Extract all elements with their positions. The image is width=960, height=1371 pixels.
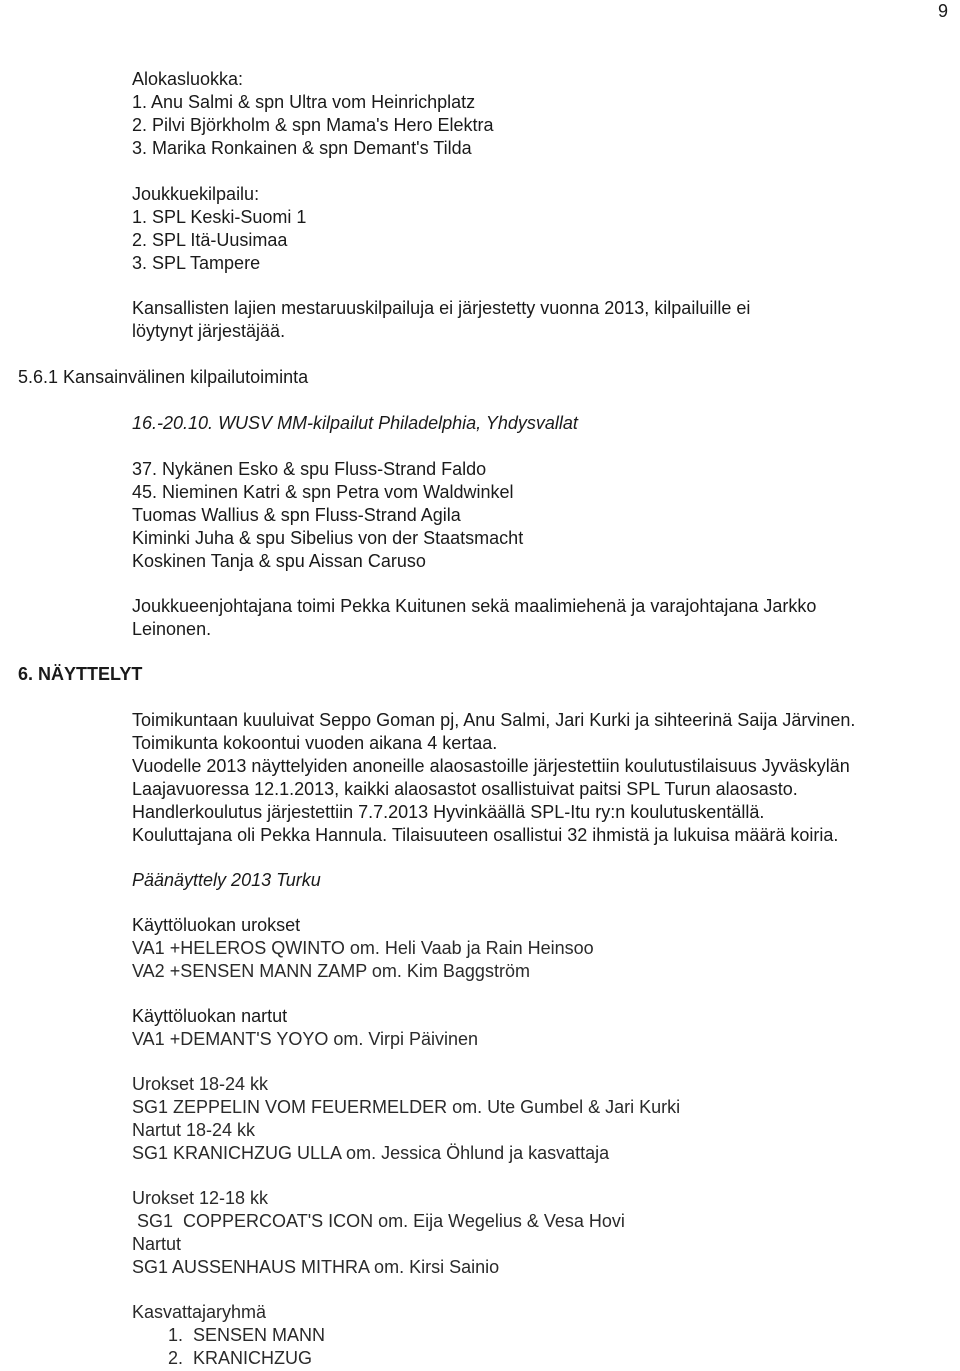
class-heading: Urokset 12-18 kk	[132, 1188, 269, 1208]
show-result: SG1 COPPERCOAT'S ICON om. Eija Wegelius & Vesa Hovi	[132, 1211, 625, 1231]
show-result: VA2 +SENSEN MANN ZAMP om. Kim Baggström	[132, 961, 530, 981]
show-result: VA1 +HELEROS QWINTO om. Heli Vaab ja Rain Heinsoo	[132, 938, 594, 958]
result-row: Tuomas Wallius & spn Fluss-Strand Agila	[132, 505, 461, 525]
paragraph-line: Vuodelle 2013 näyttelyiden anoneille alaosastoille järjestettiin koulutustilaisuus Jyväskylän	[132, 756, 850, 776]
alokasluokka-heading: Alokasluokka:	[132, 69, 244, 89]
class-heading: Käyttöluokan urokset	[132, 915, 301, 935]
team-note	[132, 595, 816, 641]
list-item: 2. SPL Itä-Uusimaa	[132, 230, 288, 250]
result-row: Kiminki Juha & spu Sibelius von der Staatsmacht	[132, 528, 524, 548]
show-result: VA1 +DEMANT'S YOYO om. Virpi Päivinen	[132, 1029, 479, 1049]
class-heading: Urokset 18-24 kk	[132, 1074, 269, 1094]
naeyttelyt-paragraph	[132, 709, 855, 847]
section-6-title: 6. NÄYTTELYT	[18, 664, 143, 684]
result-row: Koskinen Tanja & spu Aissan Caruso	[132, 551, 426, 571]
kayttoluokan-nartut	[132, 1005, 478, 1051]
class-heading: Kasvattajaryhmä	[132, 1302, 267, 1322]
juniors-12-18	[132, 1187, 625, 1279]
list-item: 1. SPL Keski-Suomi 1	[132, 207, 307, 227]
section-5-6-1-title: 5.6.1 Kansainvälinen kilpailutoiminta	[18, 367, 309, 387]
result-row: 37. Nykänen Esko & spu Fluss-Strand Faldo	[132, 459, 487, 479]
list-item: 3. Marika Ronkainen & spn Demant's Tilda	[132, 138, 472, 158]
paragraph-line: Joukkueenjohtajana toimi Pekka Kuitunen sekä maalimiehenä ja varajohtajana Jarkko	[132, 596, 817, 616]
paragraph-line: Toimikuntaan kuuluivat Seppo Goman pj, Anu Salmi, Jari Kurki ja sihteerinä Saija Järvinen.	[132, 710, 856, 730]
kansalliset-paragraph	[132, 297, 750, 343]
list-item: 1. Anu Salmi & spn Ultra vom Heinrichplatz	[132, 92, 476, 112]
list-item: 2. KRANICHZUG	[168, 1348, 313, 1368]
list-item: 1. SENSEN MANN	[168, 1325, 326, 1345]
result-row: 45. Nieminen Katri & spn Petra vom Waldwinkel	[132, 482, 514, 502]
joukkuekilpailu-heading: Joukkuekilpailu:	[132, 184, 260, 204]
paragraph-line: löytynyt järjestäjää.	[132, 321, 286, 341]
joukkuekilpailu-block	[132, 183, 306, 275]
class-heading: Nartut 18-24 kk	[132, 1120, 256, 1140]
class-heading: Nartut	[132, 1234, 182, 1254]
alokasluokka-block	[132, 68, 494, 160]
list-item: 3. SPL Tampere	[132, 253, 261, 273]
wusv-results	[132, 458, 523, 573]
kasvattajaryhma	[132, 1301, 325, 1370]
main-show-title: Päänäyttely 2013 Turku	[132, 870, 321, 890]
juniors-18-24	[132, 1073, 680, 1165]
paragraph-line: Laajavuoressa 12.1.2013, kaikki alaosastot osallistuivat paitsi SPL Turun alaosasto.	[132, 779, 798, 799]
class-heading: Käyttöluokan nartut	[132, 1006, 288, 1026]
paragraph-line: Toimikunta kokoontui vuoden aikana 4 kertaa.	[132, 733, 498, 753]
show-result: SG1 AUSSENHAUS MITHRA om. Kirsi Sainio	[132, 1257, 500, 1277]
paragraph-line: Handlerkoulutus järjestettiin 7.7.2013 Hyvinkäällä SPL-Itu ry:n koulutuskentällä.	[132, 802, 765, 822]
show-result: SG1 KRANICHZUG ULLA om. Jessica Öhlund ja kasvattaja	[132, 1143, 610, 1163]
paragraph-line: Kansallisten lajien mestaruuskilpailuja ei järjestetty vuonna 2013, kilpailuille ei	[132, 298, 751, 318]
wusv-event-title: 16.-20.10. WUSV MM-kilpailut Philadelphia, Yhdysvallat	[132, 413, 578, 433]
show-result: SG1 ZEPPELIN VOM FEUERMELDER om. Ute Gumbel & Jari Kurki	[132, 1097, 681, 1117]
paragraph-line: Leinonen.	[132, 619, 212, 639]
kayttoluokan-urokset	[132, 914, 594, 983]
list-item: 2. Pilvi Björkholm & spn Mama's Hero Elektra	[132, 115, 494, 135]
page-number: 9	[937, 1, 948, 21]
paragraph-line: Kouluttajana oli Pekka Hannula. Tilaisuuteen osallistui 32 ihmistä ja lukuisa määrä koiria.	[132, 825, 839, 845]
